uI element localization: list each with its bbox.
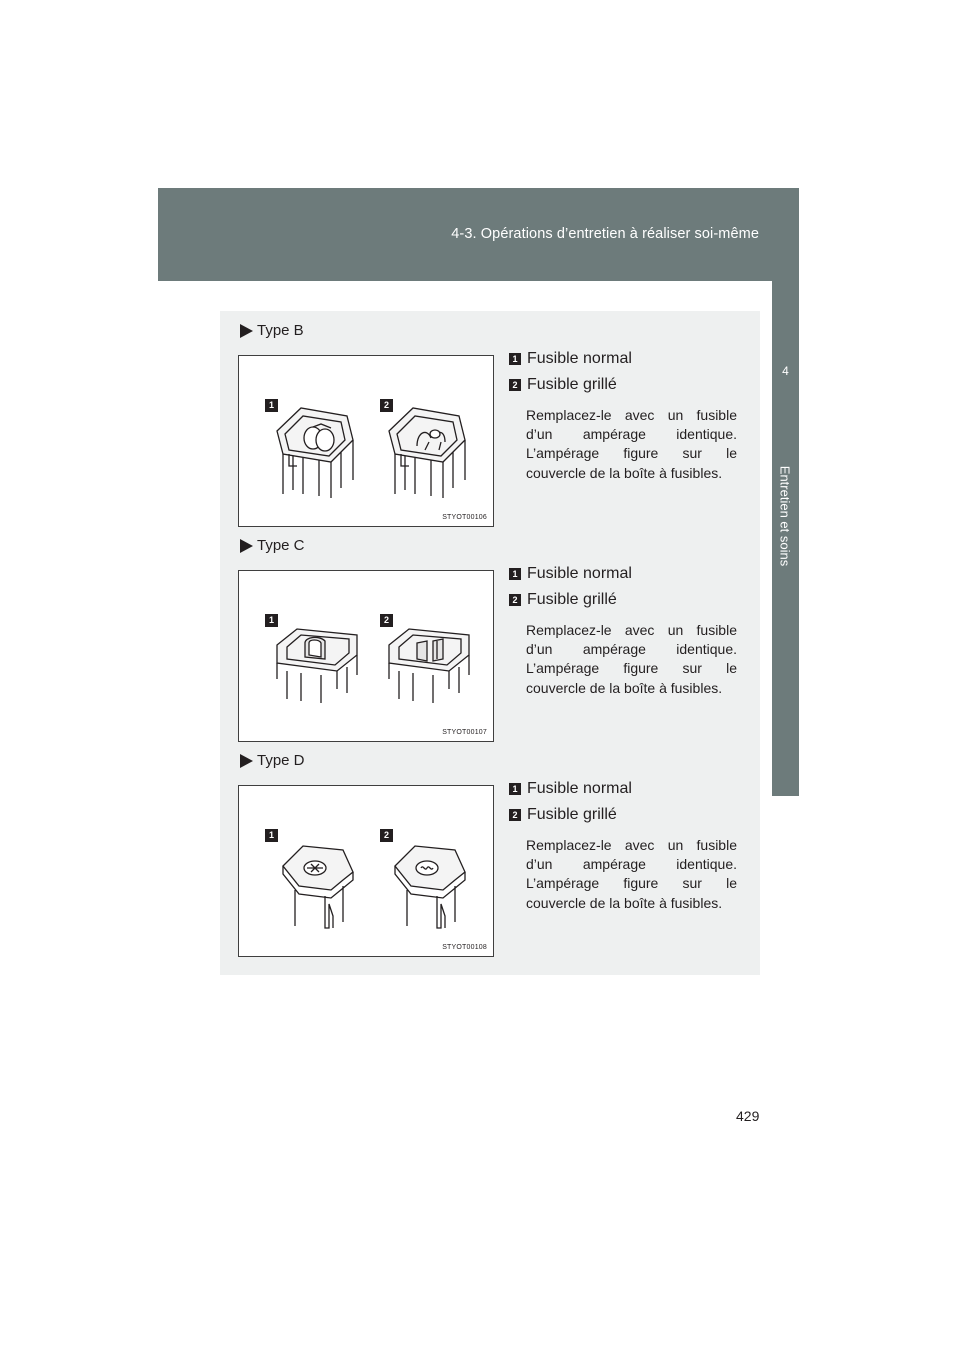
number-2-badge-icon: 2: [509, 379, 521, 391]
type-d-heading: [240, 752, 305, 769]
type-b-fuse-illustration: [239, 356, 493, 526]
callout-blown-fuse: [509, 806, 617, 824]
figure-marker-2: 2: [380, 614, 393, 627]
figure-marker-2: 2: [380, 399, 393, 412]
callout-text: Fusible normal: [527, 350, 632, 367]
replacement-description: Remplacez-le avec un fusible d’un ampérage identique. L’ampérage figure sur le couvercle de la boîte à fusibles.: [526, 622, 737, 696]
replacement-description: Remplacez-le avec un fusible d’un ampérage identique. L’ampérage figure sur le couvercle de la boîte à fusibles.: [526, 837, 737, 911]
figure-code: STYOT00106: [442, 514, 487, 521]
figure-marker-1: 1: [265, 399, 278, 412]
chapter-title: 4-3. Opérations d’entretien à réaliser soi-même: [451, 226, 759, 242]
type-b-fuse-figure: [238, 355, 494, 527]
type-d-fuse-illustration: [239, 786, 493, 956]
type-c-fuse-illustration: [239, 571, 493, 741]
callout-normal-fuse: [509, 350, 632, 368]
type-d-label: Type D: [257, 752, 305, 769]
callout-normal-fuse: [509, 565, 632, 583]
number-1-badge-icon: 1: [509, 353, 521, 365]
callout-text: Fusible grillé: [527, 806, 617, 823]
callout-blown-fuse: [509, 376, 617, 394]
number-1-badge-icon: 1: [509, 568, 521, 580]
callout-blown-fuse: [509, 591, 617, 609]
triangle-bullet-icon: [240, 754, 253, 768]
type-b-label: Type B: [257, 322, 304, 339]
chapter-number: 4: [782, 364, 789, 378]
figure-marker-1: 1: [265, 829, 278, 842]
triangle-bullet-icon: [240, 324, 253, 338]
figure-marker-2: 2: [380, 829, 393, 842]
figure-marker-1: 1: [265, 614, 278, 627]
number-2-badge-icon: 2: [509, 594, 521, 606]
type-c-heading: [240, 537, 305, 554]
callout-text: Fusible normal: [527, 780, 632, 797]
triangle-bullet-icon: [240, 539, 253, 553]
callout-text: Fusible grillé: [527, 376, 617, 393]
number-1-badge-icon: 1: [509, 783, 521, 795]
chapter-side-tab: [772, 281, 799, 796]
number-2-badge-icon: 2: [509, 809, 521, 821]
callout-text: Fusible grillé: [527, 591, 617, 608]
callout-normal-fuse: [509, 780, 632, 798]
replacement-description: Remplacez-le avec un fusible d’un ampérage identique. L’ampérage figure sur le couvercle de la boîte à fusibles.: [526, 407, 737, 481]
type-b-heading: [240, 322, 304, 339]
chapter-header: [158, 188, 799, 281]
page-number: 429: [736, 1108, 760, 1124]
figure-code: STYOT00108: [442, 944, 487, 951]
type-c-label: Type C: [257, 537, 305, 554]
type-c-fuse-figure: [238, 570, 494, 742]
chapter-side-label: Entretien et soins: [777, 465, 793, 567]
figure-code: STYOT00107: [442, 729, 487, 736]
callout-text: Fusible normal: [527, 565, 632, 582]
type-d-fuse-figure: [238, 785, 494, 957]
